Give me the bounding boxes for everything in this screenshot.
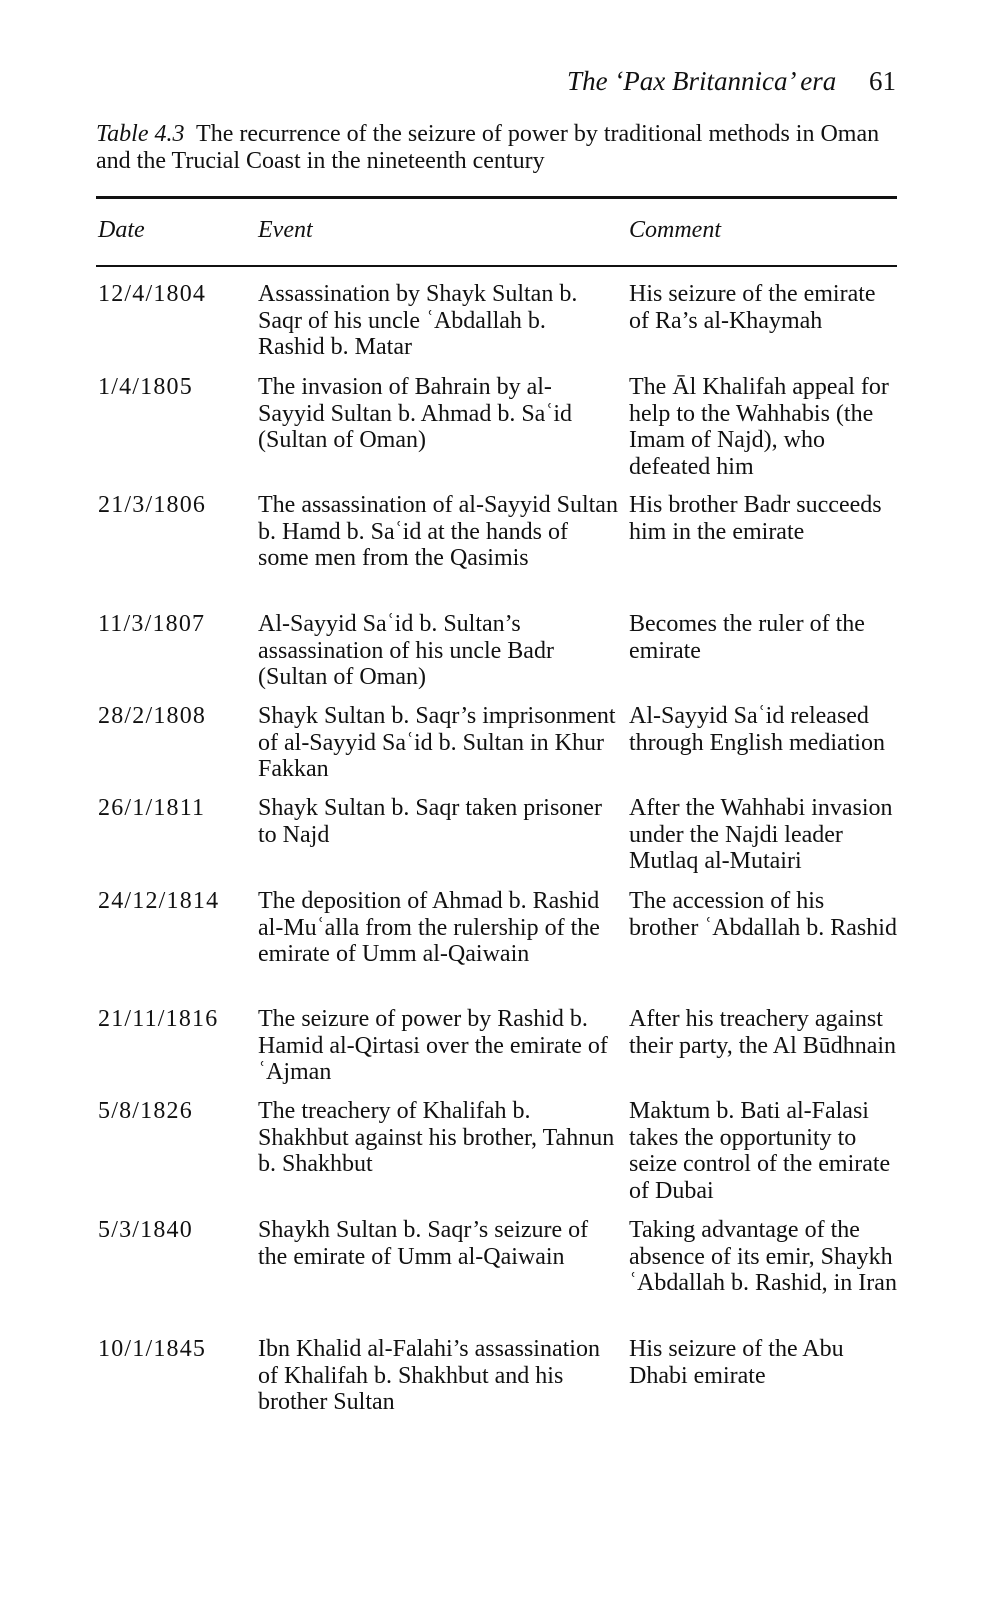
page-number: 61 — [869, 66, 896, 96]
row-date: 5/8/1826 — [98, 1098, 193, 1124]
running-head-title: The ‘Pax Britannica’ era — [567, 66, 837, 96]
row-date: 28/2/1808 — [98, 703, 207, 729]
table-header-rule — [96, 265, 897, 267]
row-date: 5/3/1840 — [98, 1217, 193, 1243]
row-date: 24/12/1814 — [98, 888, 220, 914]
row-event: The invasion of Bahrain by al-Sayyid Sultan b. Ahmad b. Saʿid (Sultan of Oman) — [258, 374, 572, 453]
table-caption-label: Table 4.3 — [96, 121, 185, 147]
row-event: Shayk Sultan b. Saqr taken prisoner to Najd — [258, 795, 602, 848]
row-date: 26/1/1811 — [98, 795, 206, 821]
row-event: The treachery of Khalifah b. Shakhbut against his brother, Tahnun b. Shakhbut — [258, 1098, 615, 1177]
row-event: Al-Sayyid Saʿid b. Sultan’s assassination of his uncle Badr (Sultan of Oman) — [258, 611, 554, 690]
row-event: Shayk Sultan b. Saqr’s imprisonment of al-Sayyid Saʿid b. Sultan in Khur Fakkan — [258, 703, 616, 782]
row-comment: Al-Sayyid Saʿid released through English mediation — [629, 703, 885, 756]
row-comment: The Āl Khalifah appeal for help to the Wahhabis (the Imam of Najd), who defeated him — [629, 374, 889, 480]
row-comment: The accession of his brother ʿAbdallah b. Rashid — [629, 888, 897, 941]
row-event: Ibn Khalid al-Falahi’s assassination of Khalifah b. Shakhbut and his brother Sultan — [258, 1336, 600, 1415]
row-event: The seizure of power by Rashid b. Hamid al-Qirtasi over the emirate of ʿAjman — [258, 1006, 608, 1085]
row-comment: Taking advantage of the absence of its emir, Shaykh ʿAbdallah b. Rashid, in Iran — [629, 1217, 897, 1296]
row-date: 12/4/1804 — [98, 281, 207, 307]
row-event: Assassination by Shayk Sultan b. Saqr of his uncle ʿAbdallah b. Rashid b. Matar — [258, 281, 578, 360]
row-comment: His seizure of the emirate of Ra’s al-Khaymah — [629, 281, 876, 334]
row-comment: Becomes the ruler of the emirate — [629, 611, 865, 664]
row-date: 1/4/1805 — [98, 374, 193, 400]
row-comment: After his treachery against their party, the Al Būdhnain — [629, 1006, 897, 1059]
table-top-rule — [96, 196, 897, 199]
table-header-row — [96, 217, 897, 247]
row-event: The deposition of Ahmad b. Rashid al-Muʿalla from the rulership of the emirate of Umm al-Qaiwain — [258, 888, 600, 967]
row-event: Shaykh Sultan b. Saqr’s seizure of the emirate of Umm al-Qaiwain — [258, 1217, 589, 1270]
row-comment: His seizure of the Abu Dhabi emirate — [629, 1336, 844, 1389]
table-caption — [96, 121, 896, 175]
table-caption-text: The recurrence of the seizure of power by traditional methods in Oman and the Trucial Coast in the nineteenth century — [96, 121, 880, 174]
column-header-comment: Comment — [629, 217, 721, 243]
column-header-date: Date — [98, 217, 145, 243]
row-comment: After the Wahhabi invasion under the Najdi leader Mutlaq al-Mutairi — [629, 795, 893, 874]
row-date: 10/1/1845 — [98, 1336, 207, 1362]
row-date: 11/3/1807 — [98, 611, 206, 637]
row-date: 21/3/1806 — [98, 492, 207, 518]
row-comment: Maktum b. Bati al-Falasi takes the opportunity to seize control of the emirate of Dubai — [629, 1098, 891, 1204]
row-event: The assassination of al-Sayyid Sultan b. Hamd b. Saʿid at the hands of some men from the Qasimis — [258, 492, 618, 571]
row-date: 21/11/1816 — [98, 1006, 219, 1032]
column-header-event: Event — [258, 217, 313, 243]
row-comment: His brother Badr succeeds him in the emirate — [629, 492, 882, 545]
running-head — [567, 66, 896, 97]
